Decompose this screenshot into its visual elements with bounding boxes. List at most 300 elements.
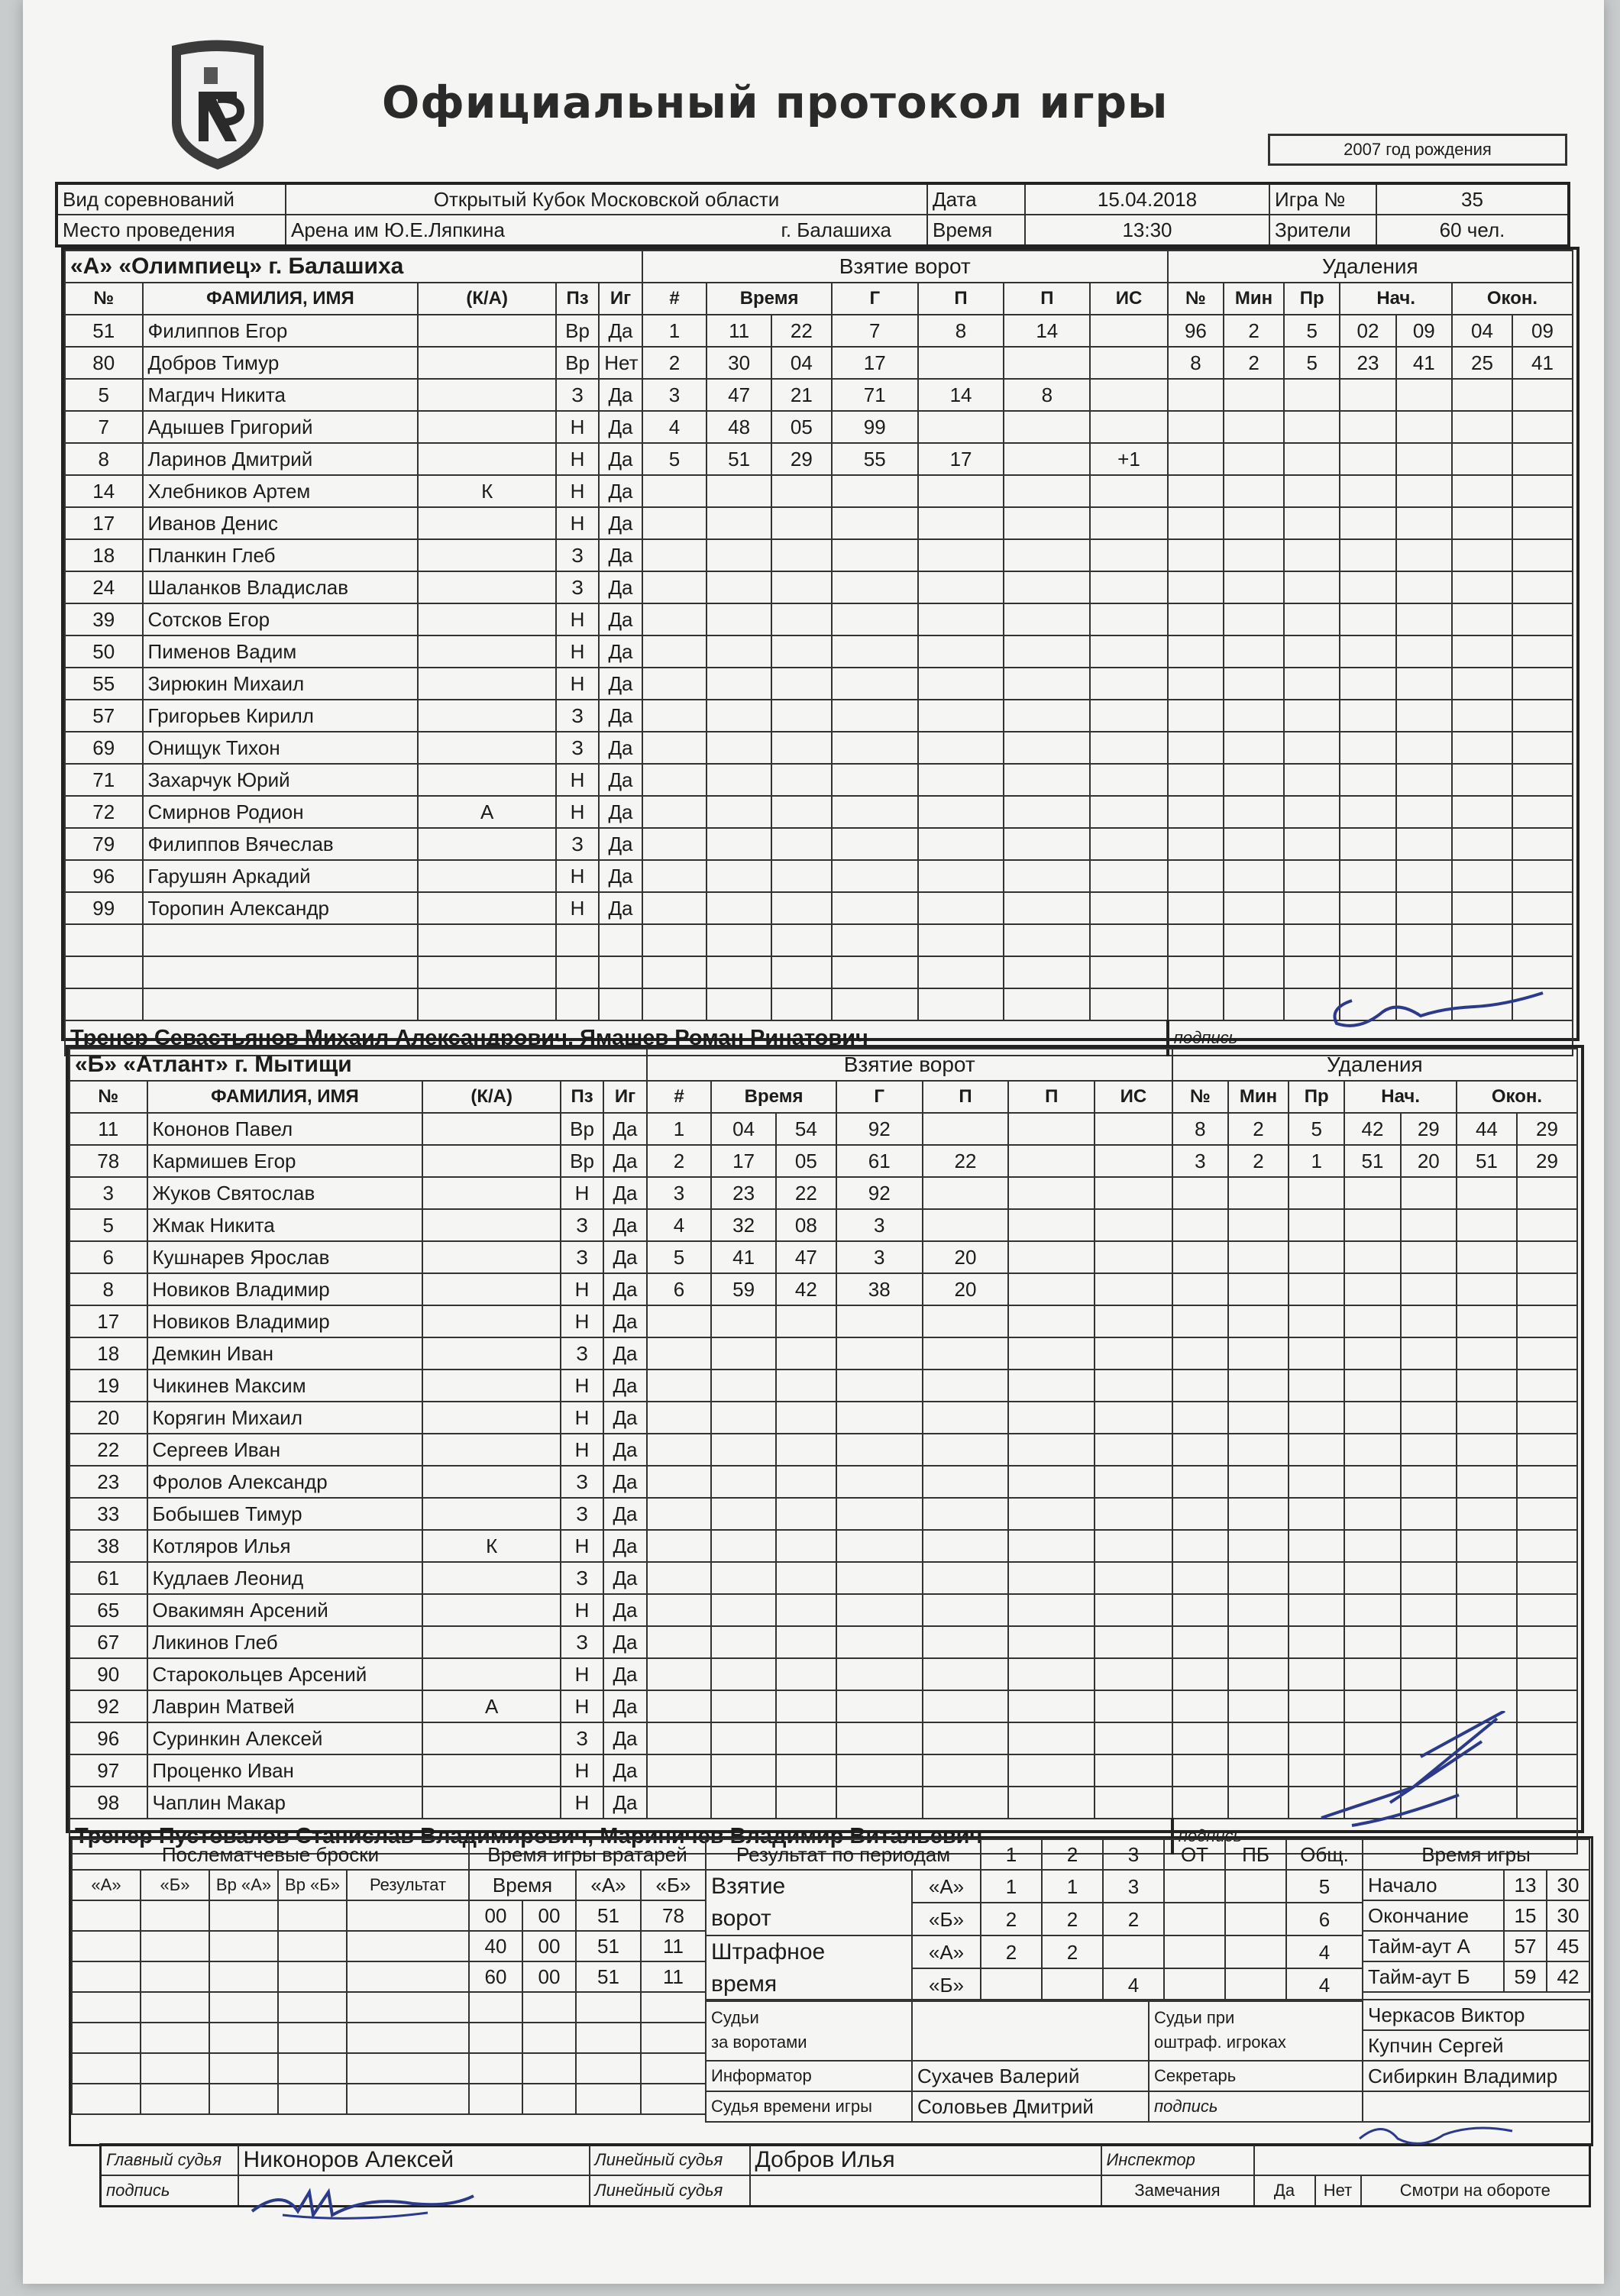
goal-is xyxy=(1095,1466,1172,1498)
pen-end-sec xyxy=(1517,1305,1577,1337)
goal-is xyxy=(1095,1177,1172,1209)
goal-sec xyxy=(776,1562,836,1594)
pen-minutes xyxy=(1228,1787,1289,1819)
player-position: Н xyxy=(556,796,599,828)
pen-end-min xyxy=(1452,796,1512,828)
pen-end-sec xyxy=(1512,924,1573,956)
player-played: Да xyxy=(603,1434,646,1466)
gt-min: 45 xyxy=(1547,1931,1589,1961)
pen-start-min xyxy=(1344,1498,1400,1530)
goal-assist-1 xyxy=(923,1626,1009,1658)
pen-start-sec xyxy=(1401,1370,1457,1402)
pen-start-sec xyxy=(1401,1562,1457,1594)
period-value: 2 xyxy=(981,1935,1042,1968)
player-name: Жуков Святослав xyxy=(147,1177,423,1209)
goal-is xyxy=(1095,1337,1172,1370)
remarks-label: Замечания xyxy=(1101,2175,1254,2207)
player-name: Ларинов Дмитрий xyxy=(143,443,419,475)
goal-assist-2 xyxy=(1004,700,1090,732)
pen-minutes xyxy=(1224,668,1284,700)
goal-assist-1 xyxy=(918,828,1004,860)
goal-assist-1 xyxy=(918,668,1004,700)
player-row xyxy=(65,571,1573,603)
player-number: 33 xyxy=(70,1498,147,1530)
goal-min xyxy=(707,700,771,732)
goal-sec: 29 xyxy=(771,443,832,475)
goal-assist-1: 17 xyxy=(918,443,1004,475)
pen-end-sec xyxy=(1517,1370,1577,1402)
player-position: З xyxy=(561,1722,603,1754)
goal-assist-1 xyxy=(923,1113,1009,1145)
pen-end-min xyxy=(1457,1337,1517,1370)
goal-assist-1 xyxy=(923,1690,1009,1722)
goal-num xyxy=(642,828,707,860)
period-value xyxy=(1103,1935,1164,1968)
pen-start-min xyxy=(1340,379,1395,411)
periods-table xyxy=(705,1838,1363,2002)
goal-assist-2 xyxy=(1008,1658,1095,1690)
pen-code xyxy=(1284,732,1340,764)
pen-start-sec xyxy=(1396,539,1452,571)
goal-assist-2 xyxy=(1008,1209,1095,1241)
goal-assist-2 xyxy=(1004,956,1090,988)
goal-scorer xyxy=(832,635,918,668)
goal-assist-1: 20 xyxy=(923,1241,1009,1273)
pen-end-min xyxy=(1452,828,1512,860)
player-position: Н xyxy=(561,1658,603,1690)
player-number: 39 xyxy=(65,603,143,635)
goal-is xyxy=(1090,411,1168,443)
goal-assist-2 xyxy=(1004,668,1090,700)
player-role xyxy=(422,1594,560,1626)
pen-player xyxy=(1172,1498,1228,1530)
player-number: 96 xyxy=(70,1722,147,1754)
pen-minutes xyxy=(1224,700,1284,732)
pim-label xyxy=(706,1935,912,2001)
pen-end-sec xyxy=(1512,539,1573,571)
pen-player xyxy=(1172,1177,1228,1209)
col-name: ФАМИЛИЯ, ИМЯ xyxy=(143,283,419,315)
player-number: 14 xyxy=(65,475,143,507)
player-name: Лаврин Матвей xyxy=(147,1690,423,1722)
goal-is xyxy=(1095,1530,1172,1562)
goal-scorer xyxy=(836,1562,923,1594)
pen-player: 8 xyxy=(1168,347,1224,379)
gt-label: Начало xyxy=(1363,1870,1504,1900)
player-role xyxy=(422,1754,560,1787)
goal-assist-2 xyxy=(1004,635,1090,668)
player-number: 5 xyxy=(70,1209,147,1241)
goal-scorer xyxy=(836,1787,923,1819)
pen-player xyxy=(1172,1402,1228,1434)
goal-sec xyxy=(771,475,832,507)
pen-start-min xyxy=(1340,860,1395,892)
goal-scorer: 17 xyxy=(832,347,918,379)
player-row xyxy=(70,1241,1577,1273)
time-value: 13:30 xyxy=(1025,215,1269,246)
player-row xyxy=(65,603,1573,635)
pen-start-sec xyxy=(1401,1434,1457,1466)
pen-code xyxy=(1289,1658,1344,1690)
goal-sec xyxy=(776,1530,836,1562)
player-name: Магдич Никита xyxy=(143,379,419,411)
player-played: Да xyxy=(599,860,642,892)
coach-line: Тренер Пустовалов Станислав Владимирович, Мариничев Владимир Витальевич xyxy=(70,1819,1172,1854)
pen-end-min xyxy=(1457,1626,1517,1658)
pen-minutes xyxy=(1228,1722,1289,1754)
pen-minutes xyxy=(1228,1402,1289,1434)
goal-scorer: 71 xyxy=(832,379,918,411)
player-played: Да xyxy=(603,1594,646,1626)
goal-num xyxy=(642,539,707,571)
period-team: «А» xyxy=(912,1870,981,1903)
goal-num xyxy=(642,475,707,507)
goal-is xyxy=(1095,1145,1172,1177)
goal-assist-2 xyxy=(1008,1530,1095,1562)
goal-scorer xyxy=(832,764,918,796)
player-role xyxy=(418,603,555,635)
player-number: 7 xyxy=(65,411,143,443)
goal-is xyxy=(1095,1402,1172,1434)
goal-scorer: 92 xyxy=(836,1177,923,1209)
goal-min xyxy=(707,539,771,571)
pen-player xyxy=(1168,475,1224,507)
goal-assist-2 xyxy=(1008,1305,1095,1337)
goal-sec xyxy=(776,1402,836,1434)
goal-assist-1 xyxy=(923,1337,1009,1370)
pen-minutes xyxy=(1224,860,1284,892)
player-number: 97 xyxy=(70,1754,147,1787)
pen-end-min xyxy=(1452,635,1512,668)
goal-num xyxy=(647,1658,712,1690)
gt-label: Тайм-аут А xyxy=(1363,1931,1504,1961)
goal-assist-1 xyxy=(918,988,1004,1020)
period-value: 2 xyxy=(1042,1903,1103,1935)
goal-assist-1 xyxy=(923,1530,1009,1562)
shootout-table xyxy=(71,1838,470,2115)
pen-end-min xyxy=(1457,1273,1517,1305)
goal-num xyxy=(642,764,707,796)
goal-num xyxy=(647,1690,712,1722)
team-title: «А» «Олимпиец» г. Балашиха xyxy=(65,251,642,283)
goal-assist-2 xyxy=(1008,1498,1095,1530)
pen-player xyxy=(1172,1658,1228,1690)
pen-player xyxy=(1172,1466,1228,1498)
player-position: З xyxy=(561,1466,603,1498)
col-ig: Иг xyxy=(603,1081,646,1113)
player-row xyxy=(70,1370,1577,1402)
gt-min: 42 xyxy=(1547,1961,1589,1992)
pen-end-sec: 29 xyxy=(1517,1145,1577,1177)
pen-player xyxy=(1168,764,1224,796)
pen-code xyxy=(1289,1241,1344,1273)
pen-start-min xyxy=(1344,1241,1400,1273)
goal-sec xyxy=(771,956,832,988)
pen-end-sec xyxy=(1517,1434,1577,1466)
player-number: 20 xyxy=(70,1402,147,1434)
goal-scorer xyxy=(836,1594,923,1626)
pen-player xyxy=(1172,1626,1228,1658)
player-name: Смирнов Родион xyxy=(143,796,419,828)
pen-end-sec xyxy=(1517,1241,1577,1273)
pen-start-sec xyxy=(1396,764,1452,796)
game-label: Игра № xyxy=(1269,183,1376,215)
player-number: 71 xyxy=(65,764,143,796)
pen-start-sec xyxy=(1396,828,1452,860)
goal-num xyxy=(642,860,707,892)
info-table xyxy=(55,182,1570,247)
goal-scorer xyxy=(832,571,918,603)
player-position xyxy=(556,956,599,988)
goal-num: 2 xyxy=(642,347,707,379)
pen-end-min xyxy=(1452,443,1512,475)
goal-is xyxy=(1090,860,1168,892)
goal-is xyxy=(1095,1498,1172,1530)
goal-sec xyxy=(776,1337,836,1370)
pen-end-sec xyxy=(1512,411,1573,443)
goal-is xyxy=(1090,315,1168,347)
goal-min xyxy=(711,1754,776,1787)
pen-end-sec xyxy=(1517,1562,1577,1594)
goal-is xyxy=(1090,828,1168,860)
federation-logo-icon xyxy=(164,38,271,172)
pen-start-sec: 20 xyxy=(1401,1145,1457,1177)
coach-a-signature xyxy=(1321,978,1550,1031)
pen-end-min xyxy=(1452,571,1512,603)
player-role xyxy=(422,1241,560,1273)
goals-title: Взятие ворот xyxy=(647,1049,1172,1081)
pen-code xyxy=(1284,828,1340,860)
goal-is xyxy=(1095,1722,1172,1754)
gk-sec: 00 xyxy=(522,1961,576,1992)
pen-player xyxy=(1168,379,1224,411)
col-pen-start: Нач. xyxy=(1340,283,1452,315)
player-row xyxy=(65,539,1573,571)
pen-start-min xyxy=(1344,1658,1400,1690)
player-played: Да xyxy=(603,1177,646,1209)
pen-code xyxy=(1289,1562,1344,1594)
goal-assist-1 xyxy=(923,1177,1009,1209)
remarks-no: Нет xyxy=(1315,2175,1361,2207)
goal-min: 48 xyxy=(707,411,771,443)
pen-minutes xyxy=(1224,796,1284,828)
pen-code xyxy=(1289,1626,1344,1658)
goal-assist-1 xyxy=(918,732,1004,764)
goal-min xyxy=(711,1690,776,1722)
shootout-col: Вр «А» xyxy=(209,1870,278,1900)
player-name: Корягин Михаил xyxy=(147,1402,423,1434)
player-row xyxy=(65,507,1573,539)
player-name: Адышев Григорий xyxy=(143,411,419,443)
line-ref2-label: Линейный судья xyxy=(590,2175,750,2207)
pen-end-min xyxy=(1457,1370,1517,1402)
goal-assist-1 xyxy=(923,1562,1009,1594)
player-number: 57 xyxy=(65,700,143,732)
goal-min xyxy=(711,1562,776,1594)
goal-assist-1 xyxy=(923,1466,1009,1498)
player-row xyxy=(65,379,1573,411)
player-position: З xyxy=(561,1337,603,1370)
gk-b: 11 xyxy=(641,1931,706,1961)
head-ref-value: Никоноров Алексей xyxy=(238,2145,590,2176)
goals-label xyxy=(706,1870,912,1935)
player-name: Старокольцев Арсений xyxy=(147,1658,423,1690)
pen-end-sec xyxy=(1512,507,1573,539)
pen-end-sec xyxy=(1512,603,1573,635)
period-value: 4 xyxy=(1286,1935,1363,1968)
game-value: 35 xyxy=(1376,183,1569,215)
goal-assist-1 xyxy=(923,1370,1009,1402)
goal-num xyxy=(647,1434,712,1466)
player-position: Н xyxy=(561,1530,603,1562)
pen-start-min xyxy=(1344,1562,1400,1594)
goal-scorer xyxy=(836,1722,923,1754)
goal-min xyxy=(707,924,771,956)
goal-sec: 05 xyxy=(771,411,832,443)
player-row xyxy=(70,1209,1577,1241)
pen-minutes: 2 xyxy=(1228,1145,1289,1177)
period-value xyxy=(1225,1870,1286,1903)
player-row xyxy=(65,860,1573,892)
goal-is xyxy=(1095,1658,1172,1690)
goal-sec xyxy=(771,507,832,539)
pen-minutes xyxy=(1228,1498,1289,1530)
gk-col-time: Время xyxy=(469,1870,576,1900)
player-name: Филиппов Егор xyxy=(143,315,419,347)
pen-start-min xyxy=(1340,539,1395,571)
goal-num xyxy=(647,1787,712,1819)
goal-num xyxy=(642,668,707,700)
pim-label-2: время xyxy=(711,1971,778,1997)
goal-assist-1: 8 xyxy=(918,315,1004,347)
goal-assist-1 xyxy=(923,1594,1009,1626)
goal-assist-1 xyxy=(923,1402,1009,1434)
pen-start-sec xyxy=(1401,1626,1457,1658)
pen-end-sec: 41 xyxy=(1512,347,1573,379)
pen-start-min xyxy=(1344,1273,1400,1305)
pen-end-min xyxy=(1452,603,1512,635)
player-role xyxy=(418,732,555,764)
pen-start-min: 42 xyxy=(1344,1113,1400,1145)
pen-end-min xyxy=(1457,1177,1517,1209)
player-name: Котляров Илья xyxy=(147,1530,423,1562)
pen-end-min: 04 xyxy=(1452,315,1512,347)
player-role xyxy=(422,1402,560,1434)
player-number: 92 xyxy=(70,1690,147,1722)
col-pen-min: Мин xyxy=(1228,1081,1289,1113)
pen-minutes xyxy=(1228,1337,1289,1370)
goal-scorer xyxy=(832,796,918,828)
pen-player xyxy=(1172,1787,1228,1819)
goal-scorer xyxy=(832,732,918,764)
player-number: 19 xyxy=(70,1370,147,1402)
player-role xyxy=(418,379,555,411)
pen-start-min: 51 xyxy=(1344,1145,1400,1177)
goal-assist-1 xyxy=(923,1722,1009,1754)
goal-scorer xyxy=(832,860,918,892)
player-name: Шаланков Владислав xyxy=(143,571,419,603)
goal-min xyxy=(711,1787,776,1819)
player-role xyxy=(422,1209,560,1241)
goal-assist-1 xyxy=(923,1658,1009,1690)
period-col: 1 xyxy=(981,1839,1042,1870)
player-played: Да xyxy=(603,1370,646,1402)
coach-line: Тренер Севастьянов Михаил Александрович, Ямашев Роман Ринатович xyxy=(65,1020,1168,1056)
player-row xyxy=(70,1562,1577,1594)
goal-is xyxy=(1090,668,1168,700)
pen-player: 8 xyxy=(1172,1113,1228,1145)
goal-scorer xyxy=(836,1498,923,1530)
player-number: 24 xyxy=(65,571,143,603)
pen-minutes xyxy=(1228,1305,1289,1337)
pen-player xyxy=(1168,988,1224,1020)
player-played xyxy=(599,956,642,988)
goal-num xyxy=(647,1370,712,1402)
pen-minutes xyxy=(1224,539,1284,571)
pen-start-min: 02 xyxy=(1340,315,1395,347)
pen-end-min xyxy=(1457,1209,1517,1241)
player-role xyxy=(422,1658,560,1690)
player-role xyxy=(418,700,555,732)
goal-sec xyxy=(771,860,832,892)
goal-judges-label xyxy=(706,2000,912,2061)
goal-assist-2 xyxy=(1008,1722,1095,1754)
player-number: 90 xyxy=(70,1658,147,1690)
pen-minutes xyxy=(1224,635,1284,668)
player-number: 67 xyxy=(70,1626,147,1658)
goal-sec xyxy=(771,988,832,1020)
pen-code xyxy=(1284,539,1340,571)
pen-minutes xyxy=(1224,732,1284,764)
city-value: г. Балашиха xyxy=(781,218,891,241)
player-row xyxy=(65,924,1573,956)
goal-assist-1 xyxy=(923,1498,1009,1530)
goal-num xyxy=(642,732,707,764)
pen-start-min xyxy=(1344,1337,1400,1370)
goal-num xyxy=(647,1337,712,1370)
goal-num xyxy=(647,1402,712,1434)
player-row xyxy=(65,732,1573,764)
player-role xyxy=(418,764,555,796)
pen-end-sec xyxy=(1517,1177,1577,1209)
pen-minutes xyxy=(1224,475,1284,507)
player-position: З xyxy=(556,539,599,571)
goal-sec xyxy=(771,924,832,956)
goal-scorer: 61 xyxy=(836,1145,923,1177)
pen-minutes xyxy=(1228,1594,1289,1626)
pen-start-sec xyxy=(1396,700,1452,732)
player-position: Н xyxy=(561,1434,603,1466)
player-number: 17 xyxy=(70,1305,147,1337)
pen-end-sec: 09 xyxy=(1512,315,1573,347)
shootout-col: Результат xyxy=(347,1870,469,1900)
pen-player xyxy=(1168,668,1224,700)
player-name: Овакимян Арсений xyxy=(147,1594,423,1626)
goal-sec xyxy=(771,603,832,635)
player-name: Сотсков Егор xyxy=(143,603,419,635)
goal-scorer xyxy=(836,1658,923,1690)
pen-player xyxy=(1172,1754,1228,1787)
player-number: 99 xyxy=(65,892,143,924)
goal-assist-2 xyxy=(1008,1787,1095,1819)
pen-code: 1 xyxy=(1289,1145,1344,1177)
player-role xyxy=(418,443,555,475)
goal-assist-2 xyxy=(1004,411,1090,443)
pen-start-min xyxy=(1340,443,1395,475)
player-played: Да xyxy=(603,1337,646,1370)
player-role: А xyxy=(422,1690,560,1722)
player-played: Да xyxy=(599,315,642,347)
